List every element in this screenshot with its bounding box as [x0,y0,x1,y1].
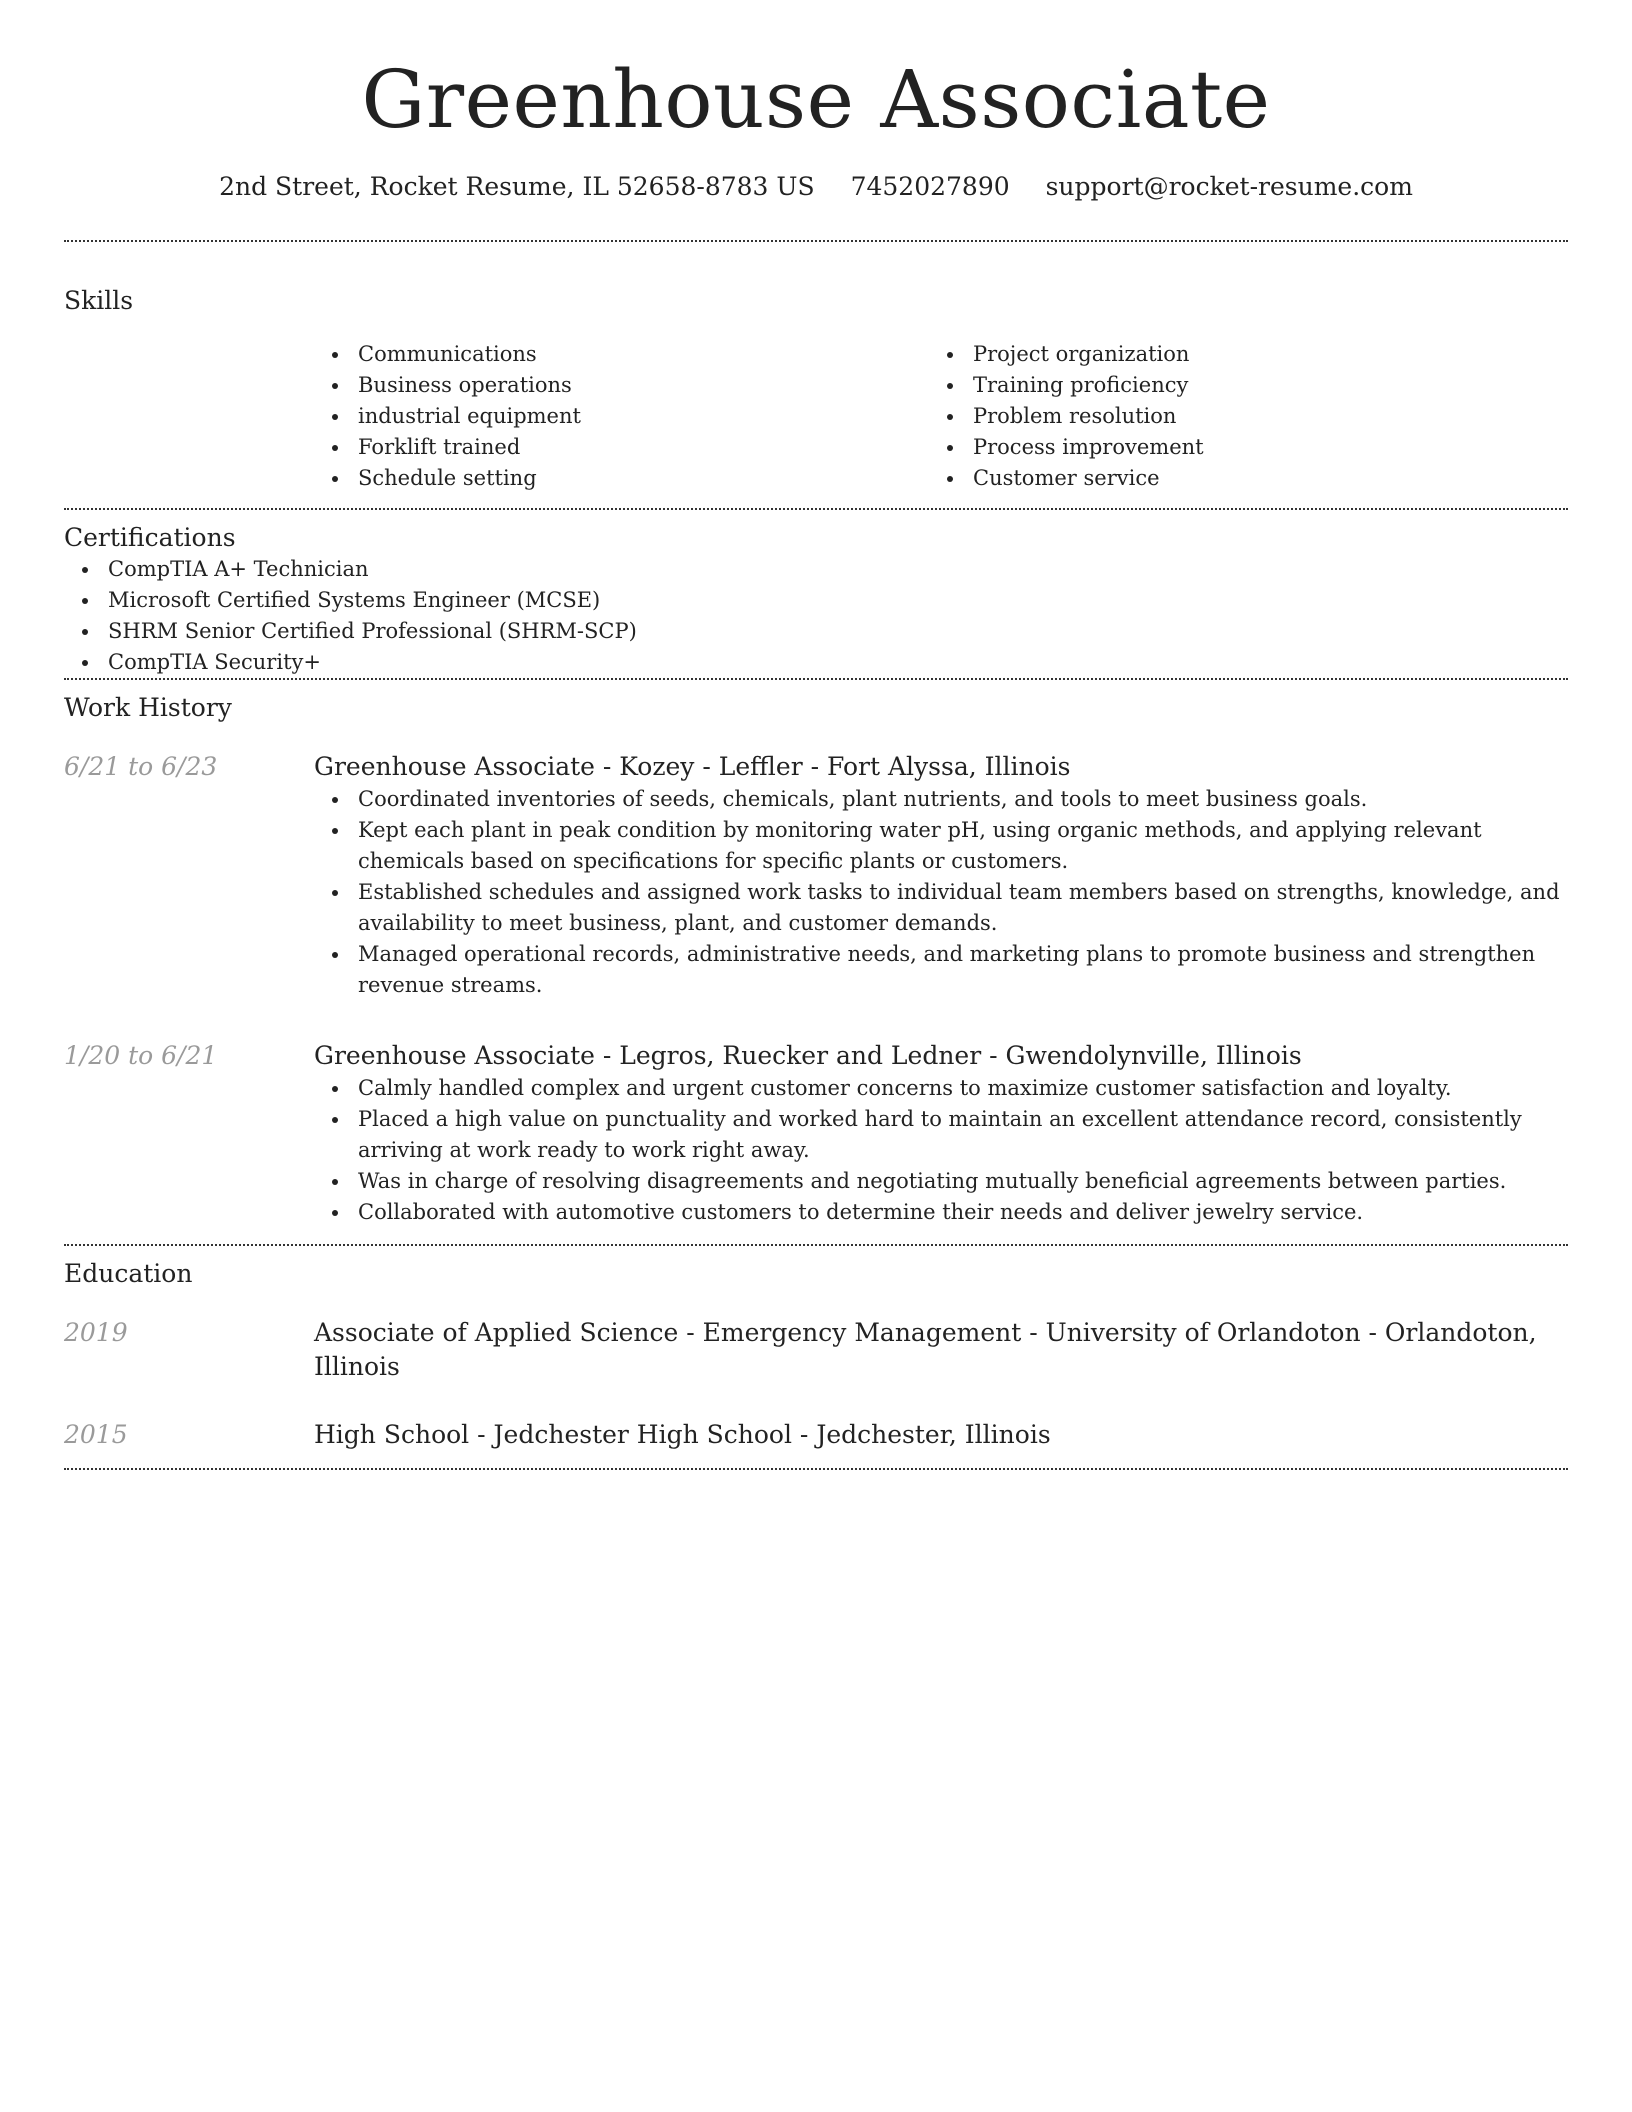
education-section [64,1246,1568,1468]
section-title-certifications: Certifications [64,523,236,552]
education-entry-body [314,1316,1568,1384]
skill-item: Communications [314,339,929,370]
skill-item: industrial equipment [314,401,929,432]
section-title-skills: Skills [64,286,134,315]
certification-item: CompTIA Security+ [64,647,1568,678]
work-entry-body [314,1039,1568,1228]
education-year: 2019 [64,1318,128,1347]
job-title: Greenhouse Associate - Kozey - Leffler - Fort Alyssa, Illinois [314,752,1071,781]
resume-page [64,0,1568,1470]
certifications-section [64,510,1568,678]
skills-section [64,242,1568,508]
resume-name: Greenhouse Associate [361,53,1271,146]
certification-item: Microsoft Certified Systems Engineer (MCSE) [64,585,1568,616]
job-bullet: Managed operational records, administrative needs, and marketing plans to promote business and strengthen revenue streams. [314,939,1568,1001]
skill-item: Process improvement [929,432,1544,463]
section-title-education: Education [64,1259,193,1288]
education-title: High School - Jedchester High School - Jedchester, Illinois [314,1420,1051,1449]
job-bullet: Coordinated inventories of seeds, chemicals, plant nutrients, and tools to meet business goals. [314,784,1568,815]
skill-item: Project organization [929,339,1544,370]
skill-item: Customer service [929,463,1544,494]
certification-item: CompTIA A+ Technician [64,554,1568,585]
work-history-section [64,680,1568,1244]
contact-address: 2nd Street, Rocket Resume, IL 52658-8783 US [219,172,815,201]
divider [64,1468,1568,1470]
skills-list-right [929,339,1544,494]
skill-item: Business operations [314,370,929,401]
skill-item: Schedule setting [314,463,929,494]
job-bullets [314,1073,1568,1228]
skill-item: Problem resolution [929,401,1544,432]
job-bullet: Was in charge of resolving disagreements and negotiating mutually beneficial agreements between parties. [314,1166,1568,1197]
skills-columns [314,339,1568,508]
job-title: Greenhouse Associate - Legros, Ruecker and Ledner - Gwendolynville, Illinois [314,1041,1302,1070]
work-entry [64,1039,1568,1228]
job-bullet: Placed a high value on punctuality and worked hard to maintain an excellent attendance record, consistently arriving at work ready to work right away. [314,1104,1568,1166]
section-title-work-history: Work History [64,693,232,722]
skill-item: Training proficiency [929,370,1544,401]
job-bullets [314,784,1568,1001]
skill-item: Forklift trained [314,432,929,463]
job-bullet: Calmly handled complex and urgent customer concerns to maximize customer satisfaction and loyalty. [314,1073,1568,1104]
certifications-list [64,554,1568,678]
job-bullet: Collaborated with automotive customers to determine their needs and deliver jewelry service. [314,1197,1568,1228]
contact-phone: 7452027890 [850,172,1010,201]
education-entry [64,1316,1568,1384]
education-entry-body [314,1418,1568,1452]
job-bullet: Kept each plant in peak condition by monitoring water pH, using organic methods, and applying relevant chemicals based on specifications for specific plants or customers. [314,815,1568,877]
education-year: 2015 [64,1420,128,1449]
work-dates: 6/21 to 6/23 [64,752,218,781]
certification-item: SHRM Senior Certified Professional (SHRM-SCP) [64,616,1568,647]
work-entry [64,750,1568,1001]
education-title: Associate of Applied Science - Emergency Management - University of Orlandoton - Orlandoton, Illinois [314,1318,1537,1381]
contact-line [64,170,1568,204]
contact-email: support@rocket-resume.com [1045,172,1413,201]
skills-list-left [314,339,929,494]
job-bullet: Established schedules and assigned work tasks to individual team members based on strengths, knowledge, and availability to meet business, plant, and customer demands. [314,877,1568,939]
education-entry [64,1418,1568,1452]
work-entry-body [314,750,1568,1001]
work-dates: 1/20 to 6/21 [64,1041,218,1070]
